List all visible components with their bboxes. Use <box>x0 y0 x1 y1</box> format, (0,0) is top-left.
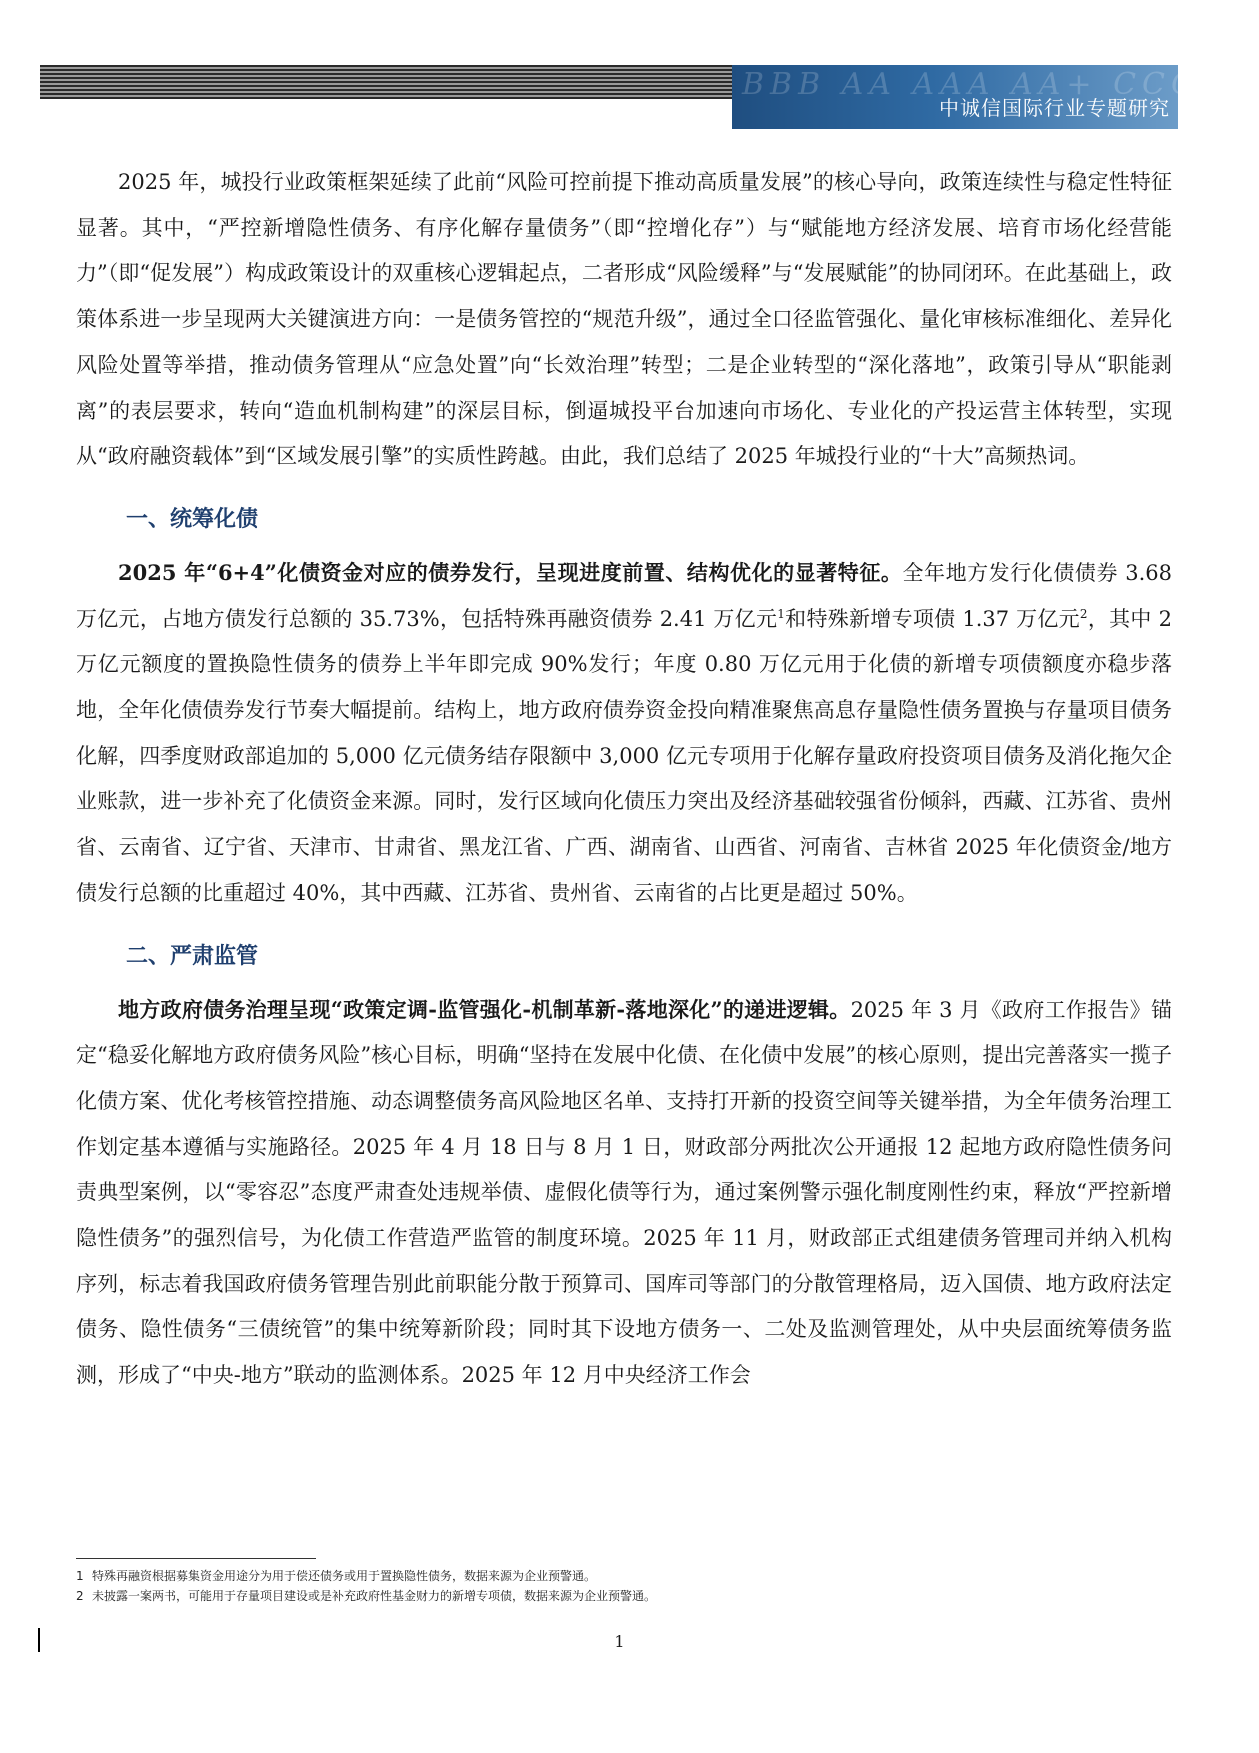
section2-lead-sentence: 地方政府债务治理呈现“政策定调-监管强化-机制革新-落地深化”的递进逻辑。 <box>118 996 851 1022</box>
footnote-ref-1[interactable]: 1 <box>777 606 785 621</box>
page-number: 1 <box>614 1632 625 1651</box>
intro-paragraph: 2025 年，城投行业政策框架延续了此前“风险可控前提下推动高质量发展”的核心导向，政策连续性与稳定性特征显著。其中，“严控新增隐性债务、有序化解存量债务”（即“控增化存”）与“赋能地方经济发展、培育市场化经营能力”（即“促发展”）构成政策设计的双重核心逻辑起点，二者形成“风险缓释”与“发展赋能”的协同闭环。在此基础上，政策体系进一步呈现两大关键演进方向：一是债务管控的“规范升级”，通过全口径监管强化、量化审核标准细化、差异化风险处置等举措，推动债务管理从“应急处置”向“长效治理”转型；二是企业转型的“深化落地”，政策引导从“职能剥离”的表层要求，转向“造血机制构建”的深层目标，倒逼城投平台加速向市场化、专业化的产投运营主体转型，实现从“政府融资载体”到“区域发展引擎”的实质性跨越。由此，我们总结了 2025 年城投行业的“十大”高频热词。 <box>76 170 1172 469</box>
header-stripe-bar <box>40 65 732 99</box>
section1-text-c: ，其中 2 万亿元额度的置换隐性债务的债券上半年即完成 90%发行；年度 0.80 万亿元用于化债的新增专项债额度亦稳步落地，全年化债债券发行节奏大幅提前。结构上，地方政府债券资金投向精准聚焦高息存量隐性债务置换与存量项目债务化解，四季度财政部追加的 5,000 亿元债务结存限额中 3,000 亿元专项用于化解存量政府投资项目债务及消化拖欠企业账款，进一步补充了化债资金来源。同时，发行区域向化债压力突出及经济基础较强省份倾斜，西藏、江苏省、贵州省、云南省、辽宁省、天津市、甘肃省、黑龙江省、广西、湖南省、山西省、河南省、吉林省 2025 年化债资金/地方债发行总额的比重超过 40%，其中西藏、江苏省、贵州省、云南省的占比更是超过 50%。 <box>76 606 1172 905</box>
section1-text-b: 和特殊新增专项债 1.37 万亿元 <box>784 606 1080 631</box>
section-heading-1: 一、统筹化债 <box>126 506 259 532</box>
section-heading-2: 二、严肃监管 <box>126 943 259 969</box>
header-banner <box>732 65 1259 129</box>
banner-rating-glyphs: BBB AA AAA AA+ CCC A- <box>742 67 1259 102</box>
footnotes <box>76 1566 656 1606</box>
section1-paragraph <box>76 550 1172 917</box>
section1-text-a: 全年地方发行化债债券 3.68 万亿元，占地方债发行总额的 35.73%，包括特殊再融资债券 2.41 万亿元 <box>76 560 1172 631</box>
section1-lead-sentence: 2025 年“6+4”化债资金对应的债券发行，呈现进度前置、结构优化的显著特征。 <box>118 559 903 585</box>
document-body <box>76 160 1172 1399</box>
footnote-1: 1 特殊再融资根据募集资金用途分为用于偿还债务或用于置换隐性债务，数据来源为企业预警通。 <box>76 1569 597 1583</box>
footnote-2: 2 未披露一案两书，可能用于存量项目建设或是补充政府性基金财力的新增专项债，数据来源为企业预警通。 <box>76 1589 657 1603</box>
section2-text: 2025 年 3 月《政府工作报告》锚定“稳妥化解地方政府债务风险”核心目标，明确“坚持在发展中化债、在化债中发展”的核心原则，提出完善落实一揽子化债方案、优化考核管控措施、动态调整债务高风险地区名单、支持打开新的投资空间等关键举措，为全年债务治理工作划定基本遵循与实施路径。2025 年 4 月 18 日与 8 月 1 日，财政部分两批次公开通报 12 起地方政府隐性债务问责典型案例，以“零容忍”态度严肃查处违规举债、虚假化债等行为，通过案例警示强化制度刚性约束，释放“严控新增隐性债务”的强烈信号，为化债工作营造严监管的制度环境。2025 年 11 月，财政部正式组建债务管理司并纳入机构序列，标志着我国政府债务管理告别此前职能分散于预算司、国库司等部门的分散管理格局，迈入国债、地方政府法定债务、隐性债务“三债统管”的集中统筹新阶段；同时其下设地方债务一、二处及监测管理处，从中央层面统筹债务监测，形成了“中央-地方”联动的监测体系。2025 年 12 月中央经济工作会 <box>76 997 1172 1388</box>
footnote-divider <box>76 1558 316 1559</box>
footnote-ref-2[interactable]: 2 <box>1079 606 1088 621</box>
section2-paragraph <box>76 987 1172 1399</box>
report-series-title: 中诚信国际行业专题研究 <box>939 96 1170 120</box>
